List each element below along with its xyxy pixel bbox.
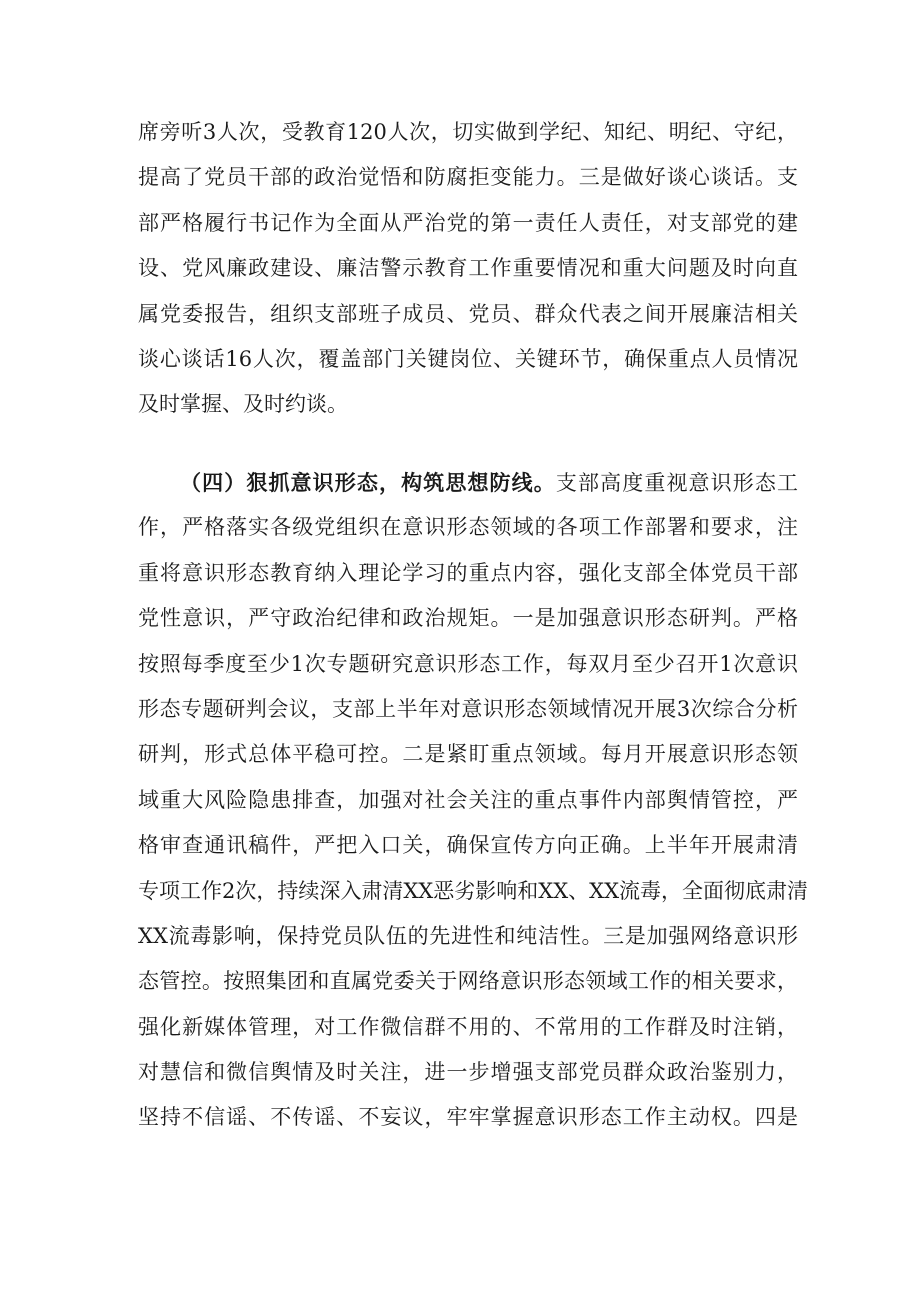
text-line: 谈心谈话16人次，覆盖部门关键岗位、关键环节，确保重点人员情况: [138, 346, 798, 371]
text-line: 党性意识，严守政治纪律和政治规矩。一是加强意识形态研判。严格: [138, 606, 798, 631]
text-line: 坚持不信谣、不传谣、不妄议，牢牢掌握意识形态工作主动权。四是: [138, 1105, 798, 1130]
text-line: 格审查通讯稿件，严把入口关，确保宣传方向正确。上半年开展肃清: [138, 833, 798, 858]
paragraph-ideology: [138, 460, 809, 1141]
text-line: 强化新媒体管理，对工作微信群不用的、不常用的工作群及时注销，: [138, 1014, 798, 1039]
text-line: XX流毒影响，保持党员队伍的先进性和纯洁性。三是加强网络意识形: [138, 923, 798, 948]
text-line: 属党委报告，组织支部班子成员、党员、群众代表之间开展廉洁相关: [138, 301, 798, 326]
text-line: 专项工作2次，持续深入肃清XX恶劣影响和XX、XX流毒，全面彻底肃清: [138, 878, 809, 903]
text-line: 作，严格落实各级党组织在意识形态领域的各项工作部署和要求，注: [138, 515, 798, 540]
section-heading: （四）狠抓意识形态，构筑思想防线。: [180, 470, 556, 495]
paragraph-discipline-education: [138, 110, 798, 428]
text-line: 研判，形式总体平稳可控。二是紧盯重点领域。每月开展意识形态领: [138, 742, 798, 767]
text-line: 域重大风险隐患排查，加强对社会关注的重点事件内部舆情管控，严: [138, 787, 798, 812]
text-line: 重将意识形态教育纳入理论学习的重点内容，强化支部全体党员干部: [138, 560, 798, 585]
text-line: 按照每季度至少1次专题研究意识形态工作，每双月至少召开1次意识: [138, 651, 798, 676]
text-line: 提高了党员干部的政治觉悟和防腐拒变能力。三是做好谈心谈话。支: [138, 165, 798, 190]
text-line: 设、党风廉政建设、廉洁警示教育工作重要情况和重大问题及时向直: [138, 256, 798, 281]
heading-line-rest: 支部高度重视意识形态工: [555, 471, 799, 495]
text-line: 及时掌握、及时约谈。: [138, 392, 348, 417]
text-line: 对慧信和微信舆情及时关注，进一步增强支部党员群众政治鉴别力，: [138, 1060, 798, 1085]
text-line: 部严格履行书记作为全面从严治党的第一责任人责任，对支部党的建: [138, 210, 798, 235]
text-line: 态管控。按照集团和直属党委关于网络意识形态领域工作的相关要求，: [138, 969, 798, 994]
text-line: 形态专题研判会议，支部上半年对意识形态领域情况开展3次综合分析: [138, 696, 798, 721]
text-line: 席旁听3人次，受教育120人次，切实做到学纪、知纪、明纪、守纪，: [138, 120, 798, 144]
paragraph-first-line: [138, 460, 798, 505]
